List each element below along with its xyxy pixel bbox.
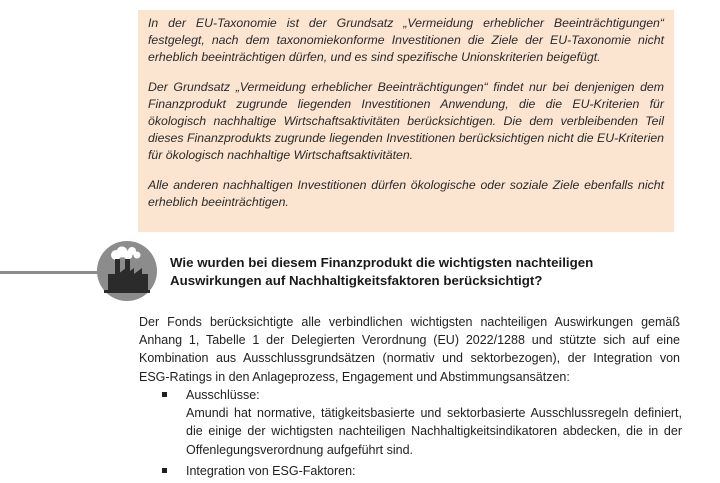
taxonomy-paragraph-3: Alle anderen nachhaltigen Investitionen dürfen ökologische oder soziale Ziele ebenfalls nicht erheblich beeinträchtigen. xyxy=(148,178,664,210)
list-item xyxy=(162,386,682,459)
section-divider-line xyxy=(0,271,104,274)
bullet-marker xyxy=(162,392,167,397)
section-question-heading: Wie wurden bei diesem Finanzprodukt die wichtigsten nachteiligen Auswirkungen auf Nachhaltigkeitsfaktoren berücksichtigt? xyxy=(170,255,594,288)
list-item xyxy=(162,462,682,480)
bullet-title: Ausschlüsse: xyxy=(186,388,260,402)
taxonomy-paragraph-1: In der EU-Taxonomie ist der Grundsatz „Vermeidung erheblicher Beeinträchtigungen“ festgelegt, nach dem taxonomiekonforme Investitionen die Ziele der EU-Taxonomie nicht erheblich beeinträchtigen dürfen, und es sind spezifische Unionskriterien beigefügt. xyxy=(148,16,664,64)
bullet-marker xyxy=(162,468,167,473)
bullet-title: Integration von ESG-Faktoren: xyxy=(186,463,356,478)
section-body-paragraph: Der Fonds berücksichtigte alle verbindlichen wichtigsten nachteiligen Auswirkungen gemäß Anhang 1, Tabelle 1 der Delegierten Verordnung (EU) 2022/1288 und stützte sich auf eine Kombination aus Ausschlussgrundsätzen (normativ und sektorbezogen), der Integration von ESG-Ratings in den Anlageprozess, Engagement und Abstimmungsansätzen: xyxy=(139,315,680,384)
taxonomy-paragraph-2: Der Grundsatz „Vermeidung erheblicher Beeinträchtigungen“ findet nur bei denjenigen dem Finanzprodukt zugrunde liegenden Investitionen Anwendung, die die EU-Kriterien für ökologisch nachhaltige Wirtschaftsaktivitäten berücksichtigen. Die dem verbleibenden Teil dieses Finanzprodukts zugrunde liegenden Investitionen berücksichtigen nicht die EU-Kriterien für ökologisch nachhaltige Wirtschaftsaktivitäten. xyxy=(148,80,664,162)
factory-pollution-icon xyxy=(96,240,158,302)
eu-taxonomy-info-box xyxy=(138,10,674,232)
bullet-text: Amundi hat normative, tätigkeitsbasierte und sektorbasierte Ausschlussregeln definiert, die einige der wichtigsten nachteiligen Nachhaltigkeitsindikatoren abdecken, die in der Offenlegungsverordnung aufgeführt sind. xyxy=(186,406,682,457)
bullet-list xyxy=(162,386,682,483)
